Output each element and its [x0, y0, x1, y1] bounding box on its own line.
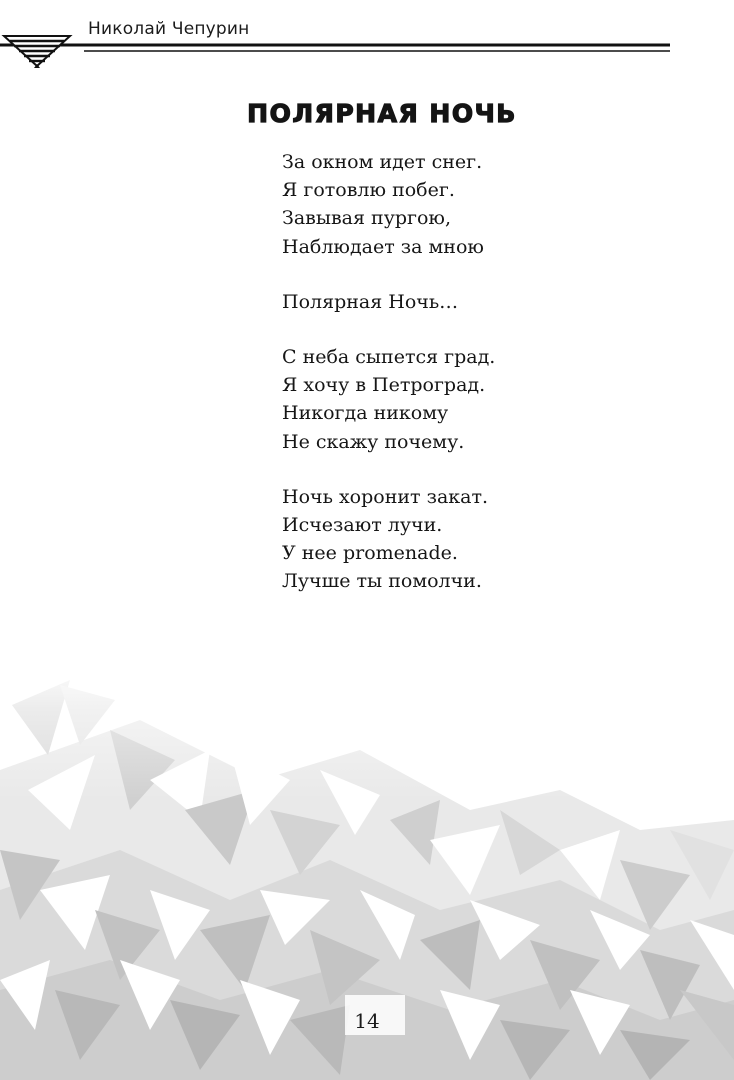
header-author-name: Николай Чепурин	[88, 19, 250, 39]
poem-line: Лучше ты помолчи.	[282, 570, 482, 593]
poem-body	[282, 148, 602, 623]
stanza-3	[282, 343, 602, 456]
triangle-stripes-emblem-icon	[0, 22, 82, 68]
header-rule-lines	[0, 0, 734, 80]
page-number: 14	[354, 1009, 380, 1033]
poem-line: Я готовлю побег.	[282, 179, 455, 202]
poem-line: Я хочу в Петроград.	[282, 374, 486, 397]
poem-line: Исчезают лучи.	[282, 514, 443, 537]
poem-line: У нее promenade.	[282, 542, 458, 565]
poem-line: Никогда никому	[282, 402, 449, 425]
poem-title-text: ПОЛЯРНАЯ НОЧЬ	[247, 99, 517, 128]
poem-line: За окном идет снег.	[282, 151, 483, 173]
poem-title	[247, 92, 517, 132]
poem-line: Ночь хоронит закат.	[282, 485, 489, 508]
stanza-1	[282, 148, 602, 261]
stanza-4	[282, 483, 602, 596]
poem-line: Не скажу почему.	[282, 430, 465, 453]
poem-line: Полярная Ночь…	[282, 290, 459, 313]
poem-line: С неба сыпется град.	[282, 346, 496, 369]
stanza-2	[282, 288, 602, 316]
poem-line: Завывая пургою,	[282, 207, 452, 230]
poem-line: Наблюдает за мною	[282, 235, 484, 258]
